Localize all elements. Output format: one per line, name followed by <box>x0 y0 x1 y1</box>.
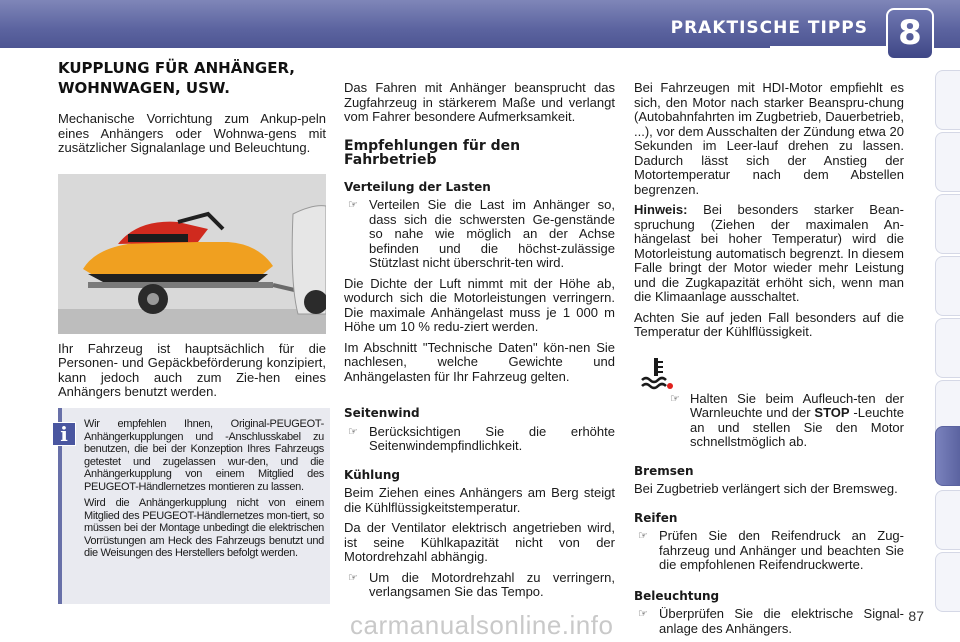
technical-data-paragraph: Im Abschnitt "Technische Daten" kön-nen Sie nachlesen, welche Gewichte und Anhängelasten für Ihr Fahrzeug gelten. <box>344 339 615 384</box>
brakes-paragraph: Bei Zugbetrieb verlängert sich der Bremsweg. <box>634 481 898 496</box>
chapter-title: PRAKTISCHE TIPPS <box>670 18 868 38</box>
note-paragraph: Hinweis: Bei besonders starker Bean-spruchung (Ziehen der maximalen An-hängelast bei hoher Temperatur) wird die Motorleistung automatisch begrenzt. In diesem Falle bringt der Motor wieder mehr Leistung und die Zugkapazität erhöht sich, wenn man die Klimaanlage ausschaltet. <box>634 202 904 304</box>
column-3 <box>634 81 904 642</box>
crosswind-heading: Seitenwind <box>344 406 420 420</box>
recommendations-heading: Empfehlungen für den Fahrbetrieb <box>344 137 521 168</box>
chapter-tab[interactable] <box>935 132 960 192</box>
load-heading: Verteilung der Lasten <box>344 179 491 194</box>
warning-bullet: ☞ Halten Sie beim Aufleuch-ten der Warnleuchte und der STOP -Leuchte an und stellen Sie den Motor schnellstmöglich ab. <box>670 390 904 449</box>
cooling-paragraph-1: Beim Ziehen eines Anhängers am Berg steigt die Kühlflüssigkeitstemperatur. <box>344 485 615 515</box>
chapter-tab[interactable] <box>935 256 960 316</box>
chapter-tab[interactable] <box>935 490 960 550</box>
info-paragraph-1: Wir empfehlen Ihnen, Original-PEUGEOT-Anhängerkupplungen und -Anschlusskabel zu benutzen, die bei der Konzeption Ihres Fahrzeugs getestet und zugelassen wur-den, und die Anhängerkupplung von einem Mitglied des PEUGEOT-Händlernetzes montieren zu lassen. <box>84 418 324 493</box>
pointing-hand-icon: ☞ <box>638 608 648 620</box>
cooling-heading: Kühlung <box>344 467 400 482</box>
info-box <box>58 408 330 604</box>
page-header <box>0 0 960 53</box>
note-label: Hinweis: <box>634 202 688 217</box>
usage-paragraph: Ihr Fahrzeug ist hauptsächlich für die Personen- und Gepäckbeförderung konzipiert, kann jedoch auch zum Zie-hen eines Anhängers benutzt werden. <box>58 340 326 399</box>
brakes-heading: Bremsen <box>634 463 694 478</box>
pointing-hand-icon: ☞ <box>348 571 358 584</box>
crosswind-bullet: ☞ Berücksichtigen Sie die erhöhte Seitenwindempfindlichkeit. <box>348 423 615 453</box>
intro-paragraph: Mechanische Vorrichtung zum Ankup-peln eines Anhängers oder Wohnwa-gens mit zusätzlicher Signalanlage und Beleuchtung. <box>58 111 326 155</box>
tyres-heading: Reifen <box>634 510 678 525</box>
chapter-number-badge: 8 <box>886 8 934 60</box>
section-heading: KUPPLUNG FÜR ANHÄNGER, WOHNWAGEN, USW. <box>58 59 295 97</box>
coolant-temp-paragraph: Achten Sie auf jeden Fall besonders auf die Temperatur der Kühlflüssigkeit. <box>634 309 904 339</box>
chapter-tab[interactable] <box>935 194 960 254</box>
hdi-paragraph: Bei Fahrzeugen mit HDI-Motor empfiehlt es sich, den Motor nach starker Beanspru-chung (Autobahnfahrten im Zugbetrieb, Dauerbetrieb, ...), vor dem Ausschalten der Zündung etwa 20 Sekunden im Leer-lauf drehen zu lassen. Dadurch lässt sich der Anstieg der Motortemperatur nach dem Abstellen begrenzen. <box>634 80 904 197</box>
watermark: carmanualsonline.info <box>350 610 614 640</box>
coolant-temperature-icon <box>640 356 674 390</box>
load-bullet: ☞ Verteilen Sie die Last im Anhänger so, dass sich die schwersten Ge-genstände so nahe wie möglich an der Achse befinden und die höchst-zulässige Stützlast nicht überschrit-ten wird. <box>348 197 615 270</box>
pointing-hand-icon: ☞ <box>638 530 648 542</box>
lighting-bullet: ☞ Überprüfen Sie die elektrische Signal-anlage des Anhängers. <box>638 606 904 636</box>
pointing-hand-icon: ☞ <box>670 392 680 405</box>
stop-label: STOP <box>814 405 850 420</box>
lighting-heading: Beleuchtung <box>634 588 720 603</box>
chapter-tab[interactable] <box>935 318 960 378</box>
chapter-tabs <box>932 70 960 610</box>
header-underline <box>770 46 890 48</box>
jetski-trailer-photo <box>58 174 326 334</box>
page-number: 87 <box>908 608 924 624</box>
chapter-tab-active[interactable] <box>935 426 960 486</box>
info-paragraph-2: Wird die Anhängerkupplung nicht von einem Mitglied des PEUGEOT-Händlernetzes mon-tiert, so müssen bei der Montage unbedingt die elektrischen Vorrüstungen am Heck des Fahrzeugs benutzt und die Weisungen des Herstellers befolgt werden. <box>84 497 324 559</box>
pointing-hand-icon: ☞ <box>348 199 358 211</box>
tyres-bullet: ☞ Prüfen Sie den Reifendruck an Zug-fahrzeug und Anhänger und beachten Sie die empfohlenen Reifendruckwerte. <box>638 528 904 572</box>
towing-intro: Das Fahren mit Anhänger beansprucht das Zugfahrzeug in stärkerem Maße und verlangt vom Fahrer besondere Aufmerksamkeit. <box>344 80 615 124</box>
column-2 <box>344 81 615 606</box>
pointing-hand-icon: ☞ <box>348 425 358 438</box>
chapter-tab[interactable] <box>935 552 960 612</box>
chapter-tab[interactable] <box>935 70 960 130</box>
info-icon: i <box>52 422 76 446</box>
air-density-paragraph: Die Dichte der Luft nimmt mit der Höhe ab, wodurch sich die Motorleistungen verringern. Die maximale Anhängelast muss je 1 000 m Höhe um 10 % redu-ziert werden. <box>344 275 615 334</box>
column-1 <box>58 58 326 406</box>
cooling-paragraph-2: Da der Ventilator elektrisch angetrieben wird, ist seine Kühlkapazität nicht von der Motordrehzahl abhängig. <box>344 520 615 564</box>
cooling-bullet: ☞ Um die Motordrehzahl zu verringern, verlangsamen Sie das Tempo. <box>348 569 615 599</box>
